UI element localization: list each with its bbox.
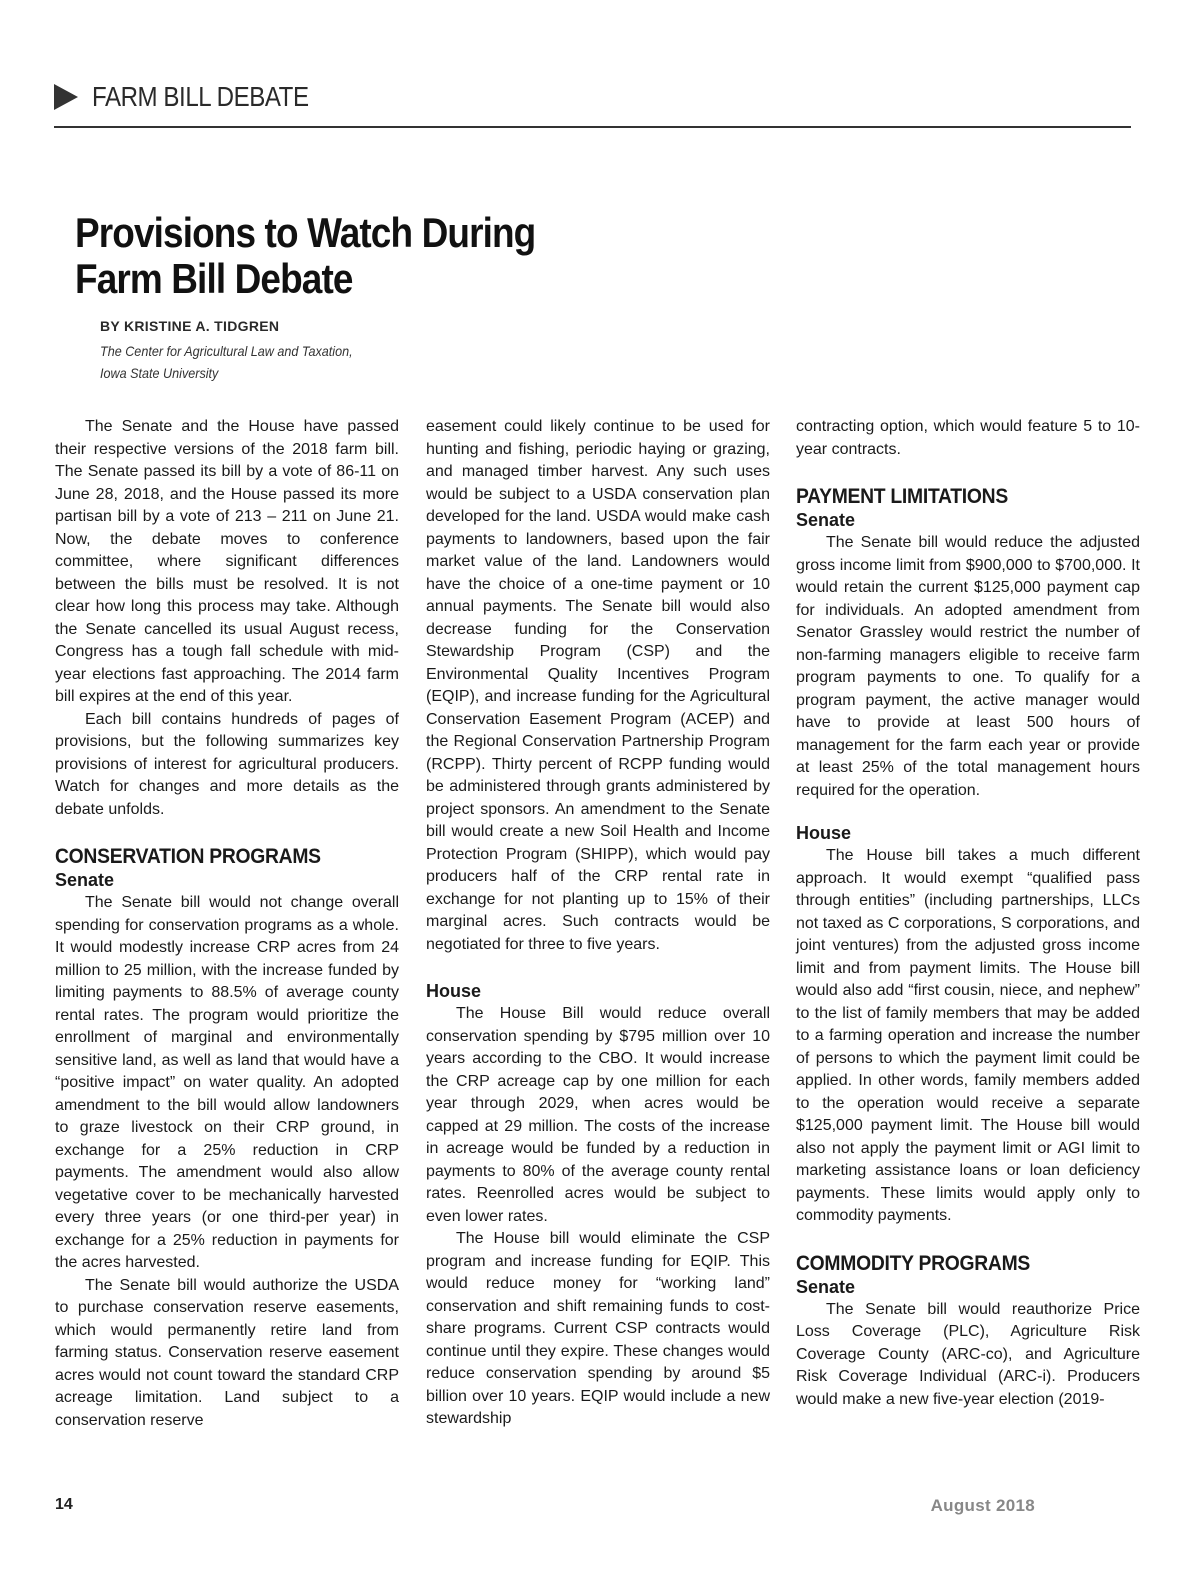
section-heading-payment-limitations: PAYMENT LIMITATIONS xyxy=(796,485,1008,508)
paragraph: The Senate bill would reauthorize Price Loss Coverage (PLC), Agriculture Risk Coverage County (ARC-co), and Agriculture Risk Coverage Individual (ARC-i). Producers would make a new five-year election (2019- xyxy=(796,1300,1140,1408)
column-3 xyxy=(796,416,1140,1411)
page-number: 14 xyxy=(55,1496,73,1513)
section-heading-conservation: CONSERVATION PROGRAMS xyxy=(55,845,321,868)
section-header xyxy=(54,80,1131,128)
subheading-senate: Senate xyxy=(796,510,856,530)
paragraph: The Senate bill would authorize the USDA to purchase conservation reserve easements, which would permanently retire land from farming status. Conservation reserve easement acres would not count toward the standard CRP acreage limitation. Land subject to a conservation reserve xyxy=(55,1276,399,1429)
subheading-senate: Senate xyxy=(55,870,115,890)
paragraph: The Senate bill would not change overall spending for conservation programs as a whole. It would modestly increase CRP acres from 24 million to 25 million, with the increase funded by limiting payments to 88.5% of average county rental rates. The program would prioritize the enrollment of marginal and environmentally sensitive land, as well as land that would have a “positive impact” on water quality. An adopted amendment to the bill would allow landowners to graze livestock on their CRP ground, in exchange for a 25% reduction in CRP payments. The amendment would also allow vegetative cover to be mechanically harvested every three years (or one third-per year) in exchange for a 25% reduction in payments for the acres harvested. xyxy=(55,894,399,1271)
section-title: FARM BILL DEBATE xyxy=(92,81,309,112)
triangle-bullet-icon xyxy=(54,84,78,110)
subheading-house: House xyxy=(796,823,852,843)
subheading-senate: Senate xyxy=(796,1276,856,1297)
section-heading-commodity-programs: COMMODITY PROGRAMS xyxy=(796,1251,1031,1275)
author-byline: BY KRISTINE A. TIDGREN xyxy=(100,318,280,334)
paragraph: easement could likely continue to be used for hunting and fishing, periodic haying or grazing, and managed timber harvest. Any such uses would be subject to a USDA conservation plan developed for the land. USDA would make cash payments to landowners, based upon the fair market value of the land. Landowners would have the choice of a one-time payment or 10 annual payments. The Senate bill would also decrease funding for the Conservation Stewardship Program (CSP) and the Environmental Quality Incentives Program (EQIP), and increase funding for the Agricultural Conservation Easement Program (ACEP) and the Regional Conservation Partnership Program (RCPP). Thirty percent of RCPP funding would be administered through grants administered by project sponsors. An amendment to the Senate bill would create a new Soil Health and Income Protection Program (SHIPP), which would pay producers half of the CRP rental rate in exchange for not planting up to 15% of their marginal acres. Such contracts would be negotiated for three to five years. xyxy=(426,418,770,953)
article-title xyxy=(75,210,621,302)
paragraph: The Senate and the House have passed their respective versions of the 2018 farm bill. The Senate passed its bill by a vote of 86-11 on June 28, 2018, and the House passed its more partisan bill by a vote of 213 – 211 on June 21. Now, the debate moves to conference committee, where significant differences between the bills must be resolved. It is not clear how long this process may take. Although the Senate cancelled its usual August recess, Congress has a tough fall schedule with mid-year elections fast approaching. The 2014 farm bill expires at the end of this year. xyxy=(55,418,399,705)
column-1 xyxy=(55,416,399,1432)
subheading-house: House xyxy=(426,981,482,1001)
title-line-2: Farm Bill Debate xyxy=(75,255,353,302)
paragraph: The House bill would eliminate the CSP program and increase funding for EQIP. This would reduce money for “working land” conservation and shift remaining funds to cost-share programs. Current CSP contracts would continue until they expire. These changes would reduce conservation spending by around $5 billion over 10 years. EQIP would include a new stewardship xyxy=(426,1230,770,1427)
title-line-1: Provisions to Watch During xyxy=(75,209,536,256)
paragraph: The House Bill would reduce overall conservation spending by $795 million over 10 years according to the CBO. It would increase the CRP acreage cap by one million for each year through 2029, when acres would be capped at 29 million. The costs of the increase in acreage would be funded by a reduction in payments to 80% of the average county rental rates. Reenrolled acres would be subject to even lower rates. xyxy=(426,1005,770,1225)
header-divider xyxy=(54,126,1131,128)
paragraph: contracting option, which would feature 5 to 10-year contracts. xyxy=(796,418,1140,458)
issue-date: August 2018 xyxy=(930,1496,1035,1515)
paragraph: The Senate bill would reduce the adjusted gross income limit from $900,000 to $700,000. It would retain the current $125,000 payment cap for individuals. An adopted amendment from Senator Grassley would restrict the number of non-farming managers eligible to receive farm program payments to one. To qualify for a program payment, the active manager would have to provide at least 500 hours of management for the farm each year or provide at least 25% of the total management hours required for the operation. xyxy=(796,534,1140,799)
author-affiliation: The Center for Agricultural Law and Taxation, Iowa State University xyxy=(100,343,353,381)
paragraph: Each bill contains hundreds of pages of provisions, but the following summarizes key provisions of interest for agricultural producers. Watch for changes and more details as the debate unfolds. xyxy=(55,710,399,818)
paragraph: The House bill takes a much different approach. It would exempt “qualified pass through entities” (including partnerships, LLCs not taxed as C corporations, S corporations, and joint ventures) from the adjusted gross income limit and from payment limits. The House bill would also add “first cousin, niece, and nephew” to the list of family members that may be added to a farming operation and increase the number of persons to which the payment limit could be applied. In other words, family members added to the operation would receive a separate $125,000 payment limit. The House bill would also not apply the payment limit or AGI limit to marketing assistance loans or loan deficiency payments. These limits would apply only to commodity payments. xyxy=(796,847,1140,1224)
column-2 xyxy=(426,416,770,1431)
